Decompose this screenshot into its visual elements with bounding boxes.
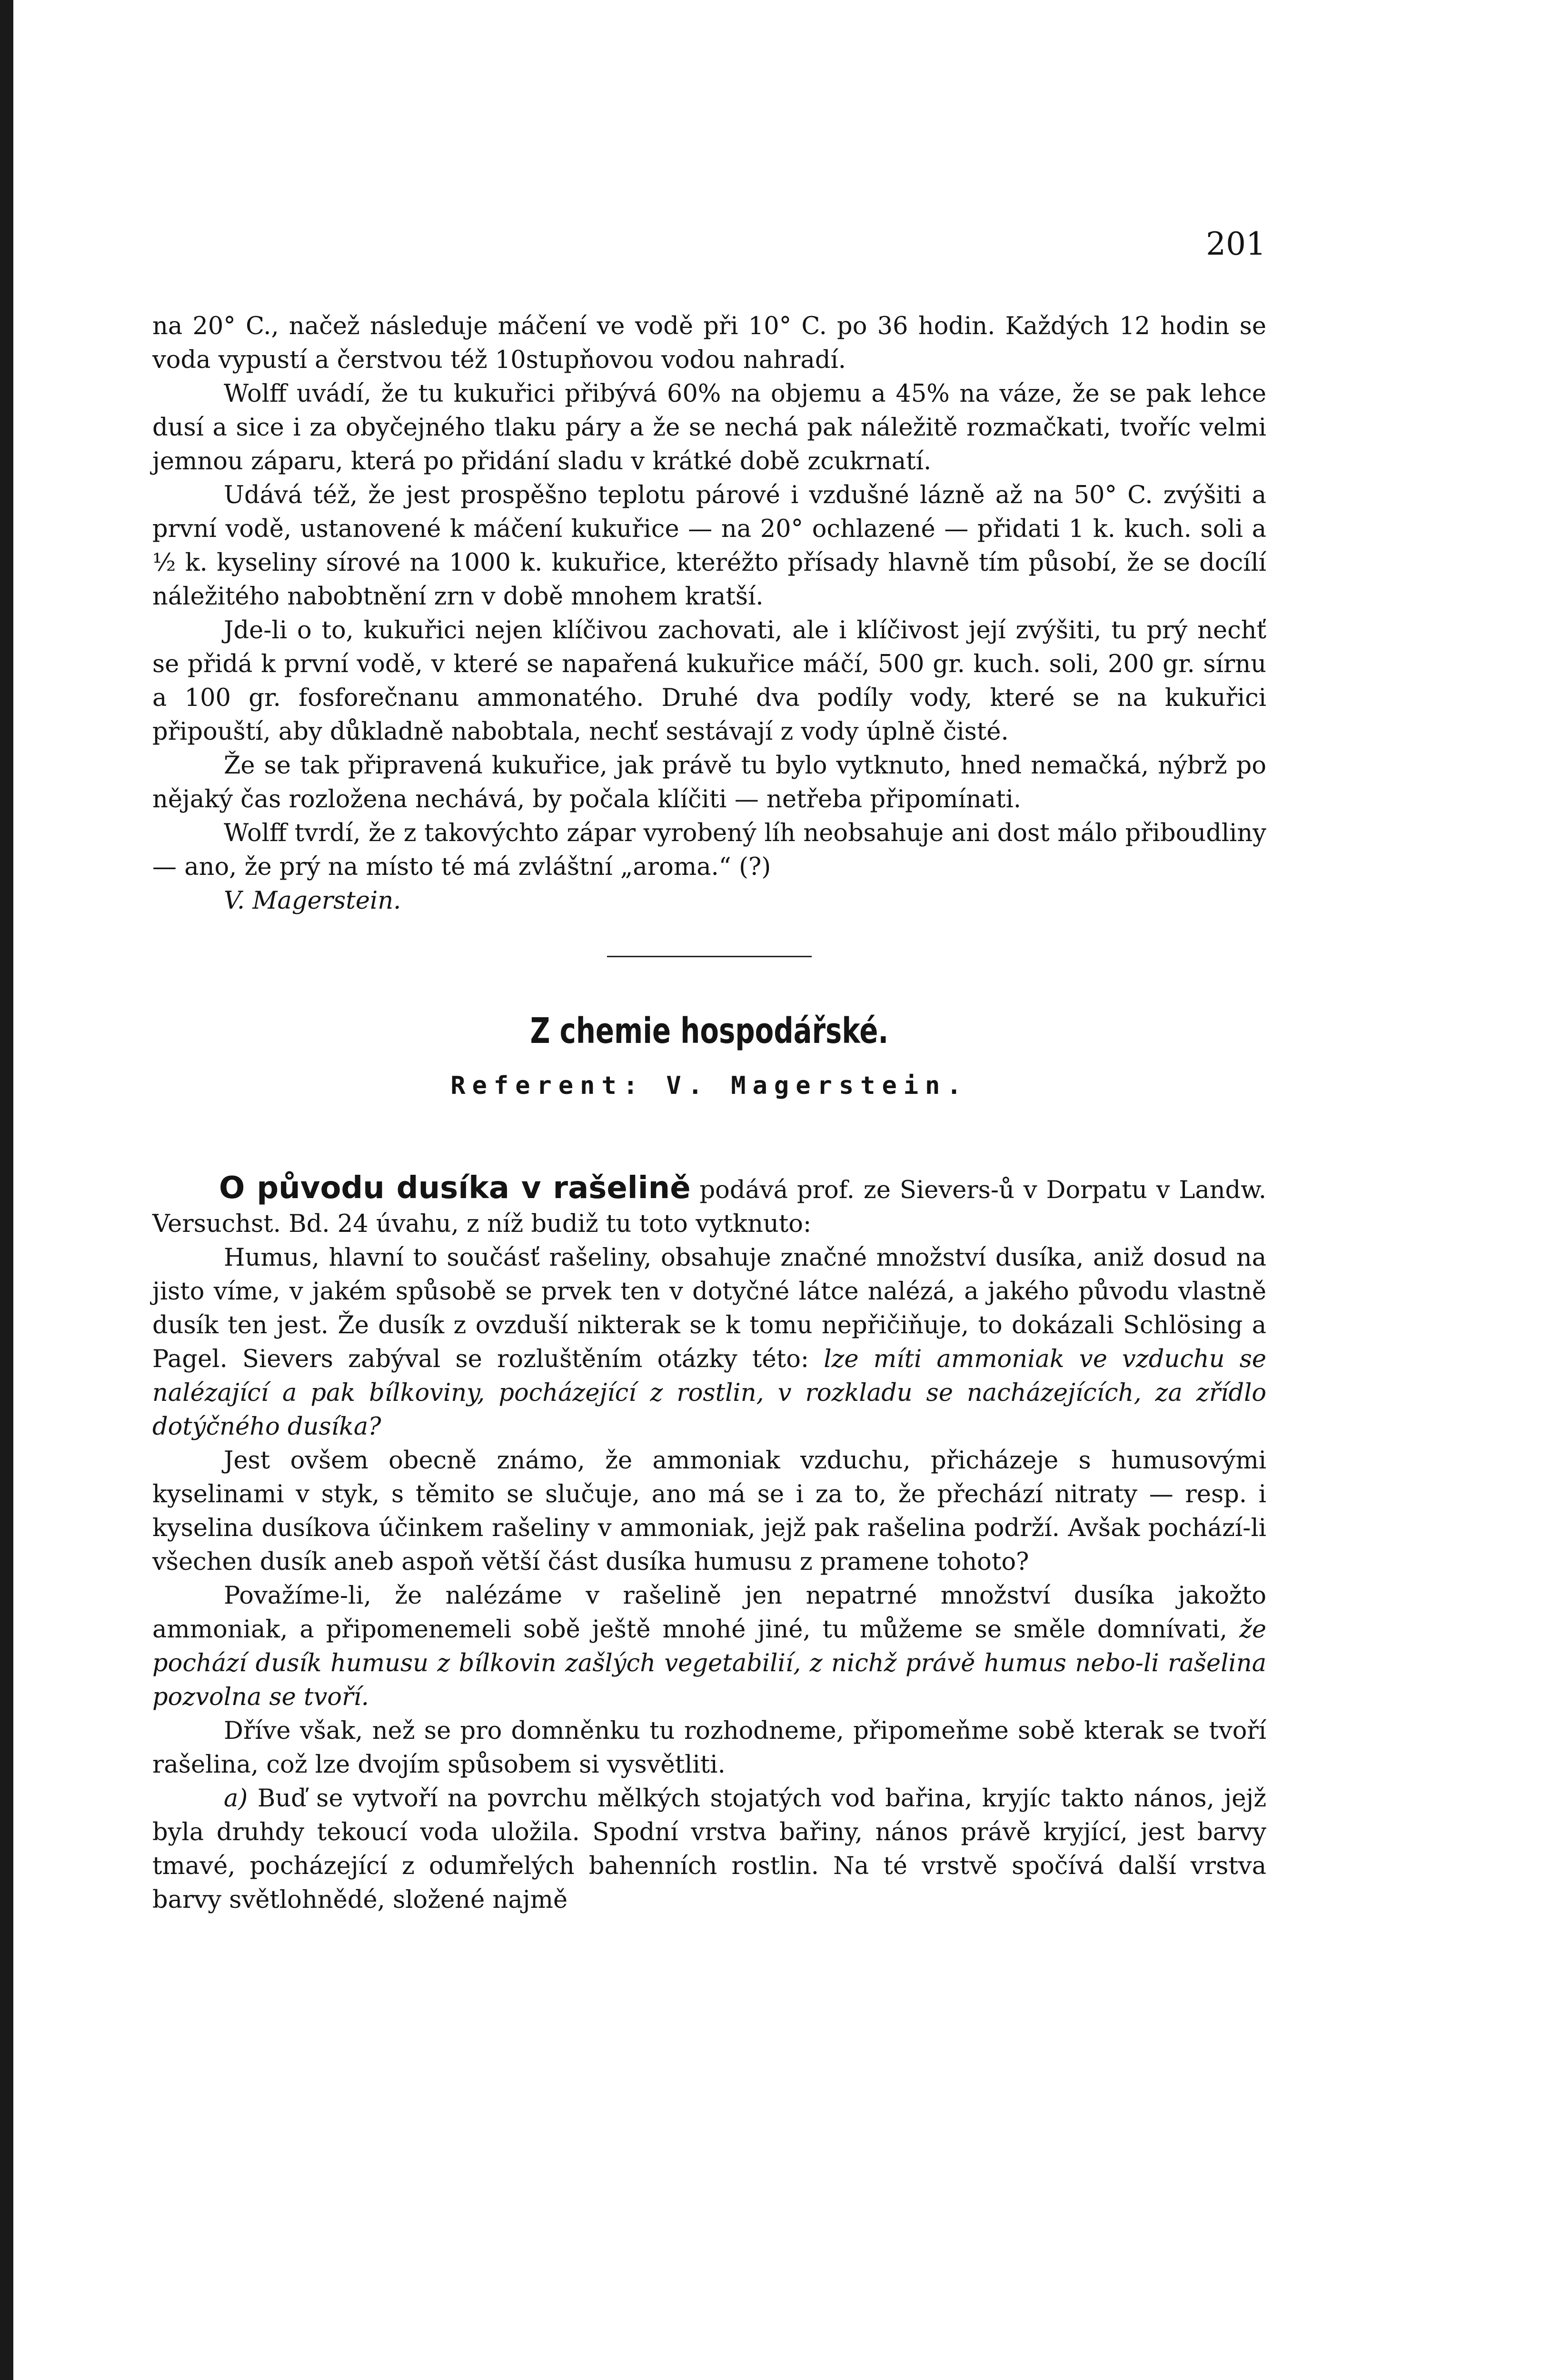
page-body bbox=[152, 309, 1266, 1917]
paragraph: Wolff uvádí, že tu kukuřici přibývá 60% na objemu a 45% na váze, že se pak lehce dusí a sice i za obyčejného tlaku páry a že se nechá pak náležitě rozmačkati, tvoříc velmi jemnou záparu, která po přidání sladu v krátké době zcukrnatí. bbox=[152, 380, 1266, 476]
paragraph: na 20° C., načež následuje máčení ve vodě při 10° C. po 36 hodin. Každých 12 hodin se voda vypustí a čerstvou též 10stupňovou vodou nahradí. bbox=[152, 312, 1266, 374]
paragraph: Jde-li o to, kukuřici nejen klíčivou zachovati, ale i klíčivost její zvýšiti, tu prý nechť se přidá k první vodě, v které se napařená kukuřice máčí, 500 gr. kuch. soli, 200 gr. sírnu a 100 gr. fosforečnanu ammonatého. Druhé dva podíly vody, které se na kukuřici připouští, aby důkladně nabobtala, nechť sestávají z vody úplně čisté. bbox=[152, 616, 1266, 746]
continued-article bbox=[152, 309, 1266, 918]
paragraph: Že se tak připravená kukuřice, jak právě tu bylo vytknuto, hned nemačká, nýbrž po nějaký čas rozložena nechává, by počala klíčiti — netřeba připomínati. bbox=[152, 752, 1266, 813]
paragraph bbox=[152, 1241, 1266, 1444]
article-lead-paragraph bbox=[152, 1171, 1266, 1241]
article-lead-title: O původu dusíka v rašelině bbox=[219, 1170, 691, 1206]
text-span: Buď se vytvoří na povrchu mělkých stojatých vod bařina, kryjíc takto nános, jejž byla druhdy tekoucí voda uložila. Spodní vrstva bařiny, nános právě kryjící, jest barvy tmavé, pocházející z odumřelých bahenních rostlin. Na té vrstvě spočívá další vrstva barvy světlohnědé, složené najmě bbox=[152, 1785, 1266, 1914]
paragraph bbox=[152, 1782, 1266, 1917]
paragraph: Wolff tvrdí, že z takovýchto zápar vyrobený líh neobsahuje ani dost málo přiboudliny — ano, že prý na místo té má zvláštní „aroma.“ (?) bbox=[152, 819, 1266, 881]
text-span: Považíme-li, že nalézáme v rašelině jen nepatrné množství dusíka jakožto ammoniak, a připomenemeli sobě ještě mnohé jiné, tu můžeme se směle domnívati, bbox=[152, 1582, 1266, 1644]
text-span: Humus, hlavní to součásť rašeliny, obsahuje značné množství dusíka, aniž dosud na jisto víme, v jakém spůsobě se prvek ten v dotyčné látce nalézá, a jakého původu vlastně dusík ten jest. Že dusík z ovzduší nikterak se k tomu nepřičiňuje, to dokázali Schlösing a Pagel. Sievers zabýval se rozluštěním otázky této: bbox=[152, 1244, 1266, 1373]
author-signature: V. Magerstein. bbox=[224, 887, 401, 915]
italic-question: lze míti ammoniak ve vzduchu se nalézající a pak bílkoviny, pocházející z rostlin, v rozkladu se nacházejících, za zřídlo dotýčného dusíka? bbox=[152, 1345, 1266, 1441]
referent-line: Referent: V. Magerstein. bbox=[450, 1071, 968, 1100]
lead-rest: podává prof. ze Sievers-ů v Dorpatu v Landw. Versuchst. Bd. 24 úvahu, z níž budiž tu toto vytknuto: bbox=[152, 1176, 1266, 1238]
paragraph: Jest ovšem obecně známo, že ammoniak vzduchu, přicházeje s humusovými kyselinami v styk, s těmito se slučuje, ano má se i za to, že přechází nitraty — resp. i kyselina dusíkova účinkem rašeliny v ammoniak, jejž pak rašelina podrží. Avšak pochází-li všechen dusík aneb aspoň větší část dusíka humusu z pramene tohoto? bbox=[152, 1447, 1266, 1576]
paragraph: Dříve však, než se pro domněnku tu rozhodneme, připomeňme sobě kterak se tvoří rašelina, což lze dvojím spůsobem si vysvětliti. bbox=[152, 1717, 1266, 1779]
article bbox=[152, 1171, 1266, 1917]
list-label: a) bbox=[224, 1785, 248, 1813]
italic-hypothesis: že pochází dusík humusu z bílkovin zašlých vegetabilií, z nichž právě humus nebo-li rašelina pozvolna se tvoří. bbox=[152, 1616, 1266, 1711]
section-title: Z chemie hospodářské. bbox=[530, 1011, 889, 1051]
section-divider bbox=[607, 956, 812, 957]
paragraph: Udává též, že jest prospěšno teplotu párové i vzdušné lázně až na 50° C. zvýšiti a první vodě, ustanovené k máčení kukuřice — na 20° ochlazené — přidati 1 k. kuch. soli a ½ k. kyseliny sírové na 1000 k. kukuřice, kteréžto přísady hlavně tím působí, že se docílí náležitého nabobtnění zrn v době mnohem kratší. bbox=[152, 481, 1266, 611]
scan-binding-edge bbox=[0, 0, 13, 2380]
paragraph bbox=[152, 1579, 1266, 1714]
page-number: 201 bbox=[1206, 226, 1266, 262]
